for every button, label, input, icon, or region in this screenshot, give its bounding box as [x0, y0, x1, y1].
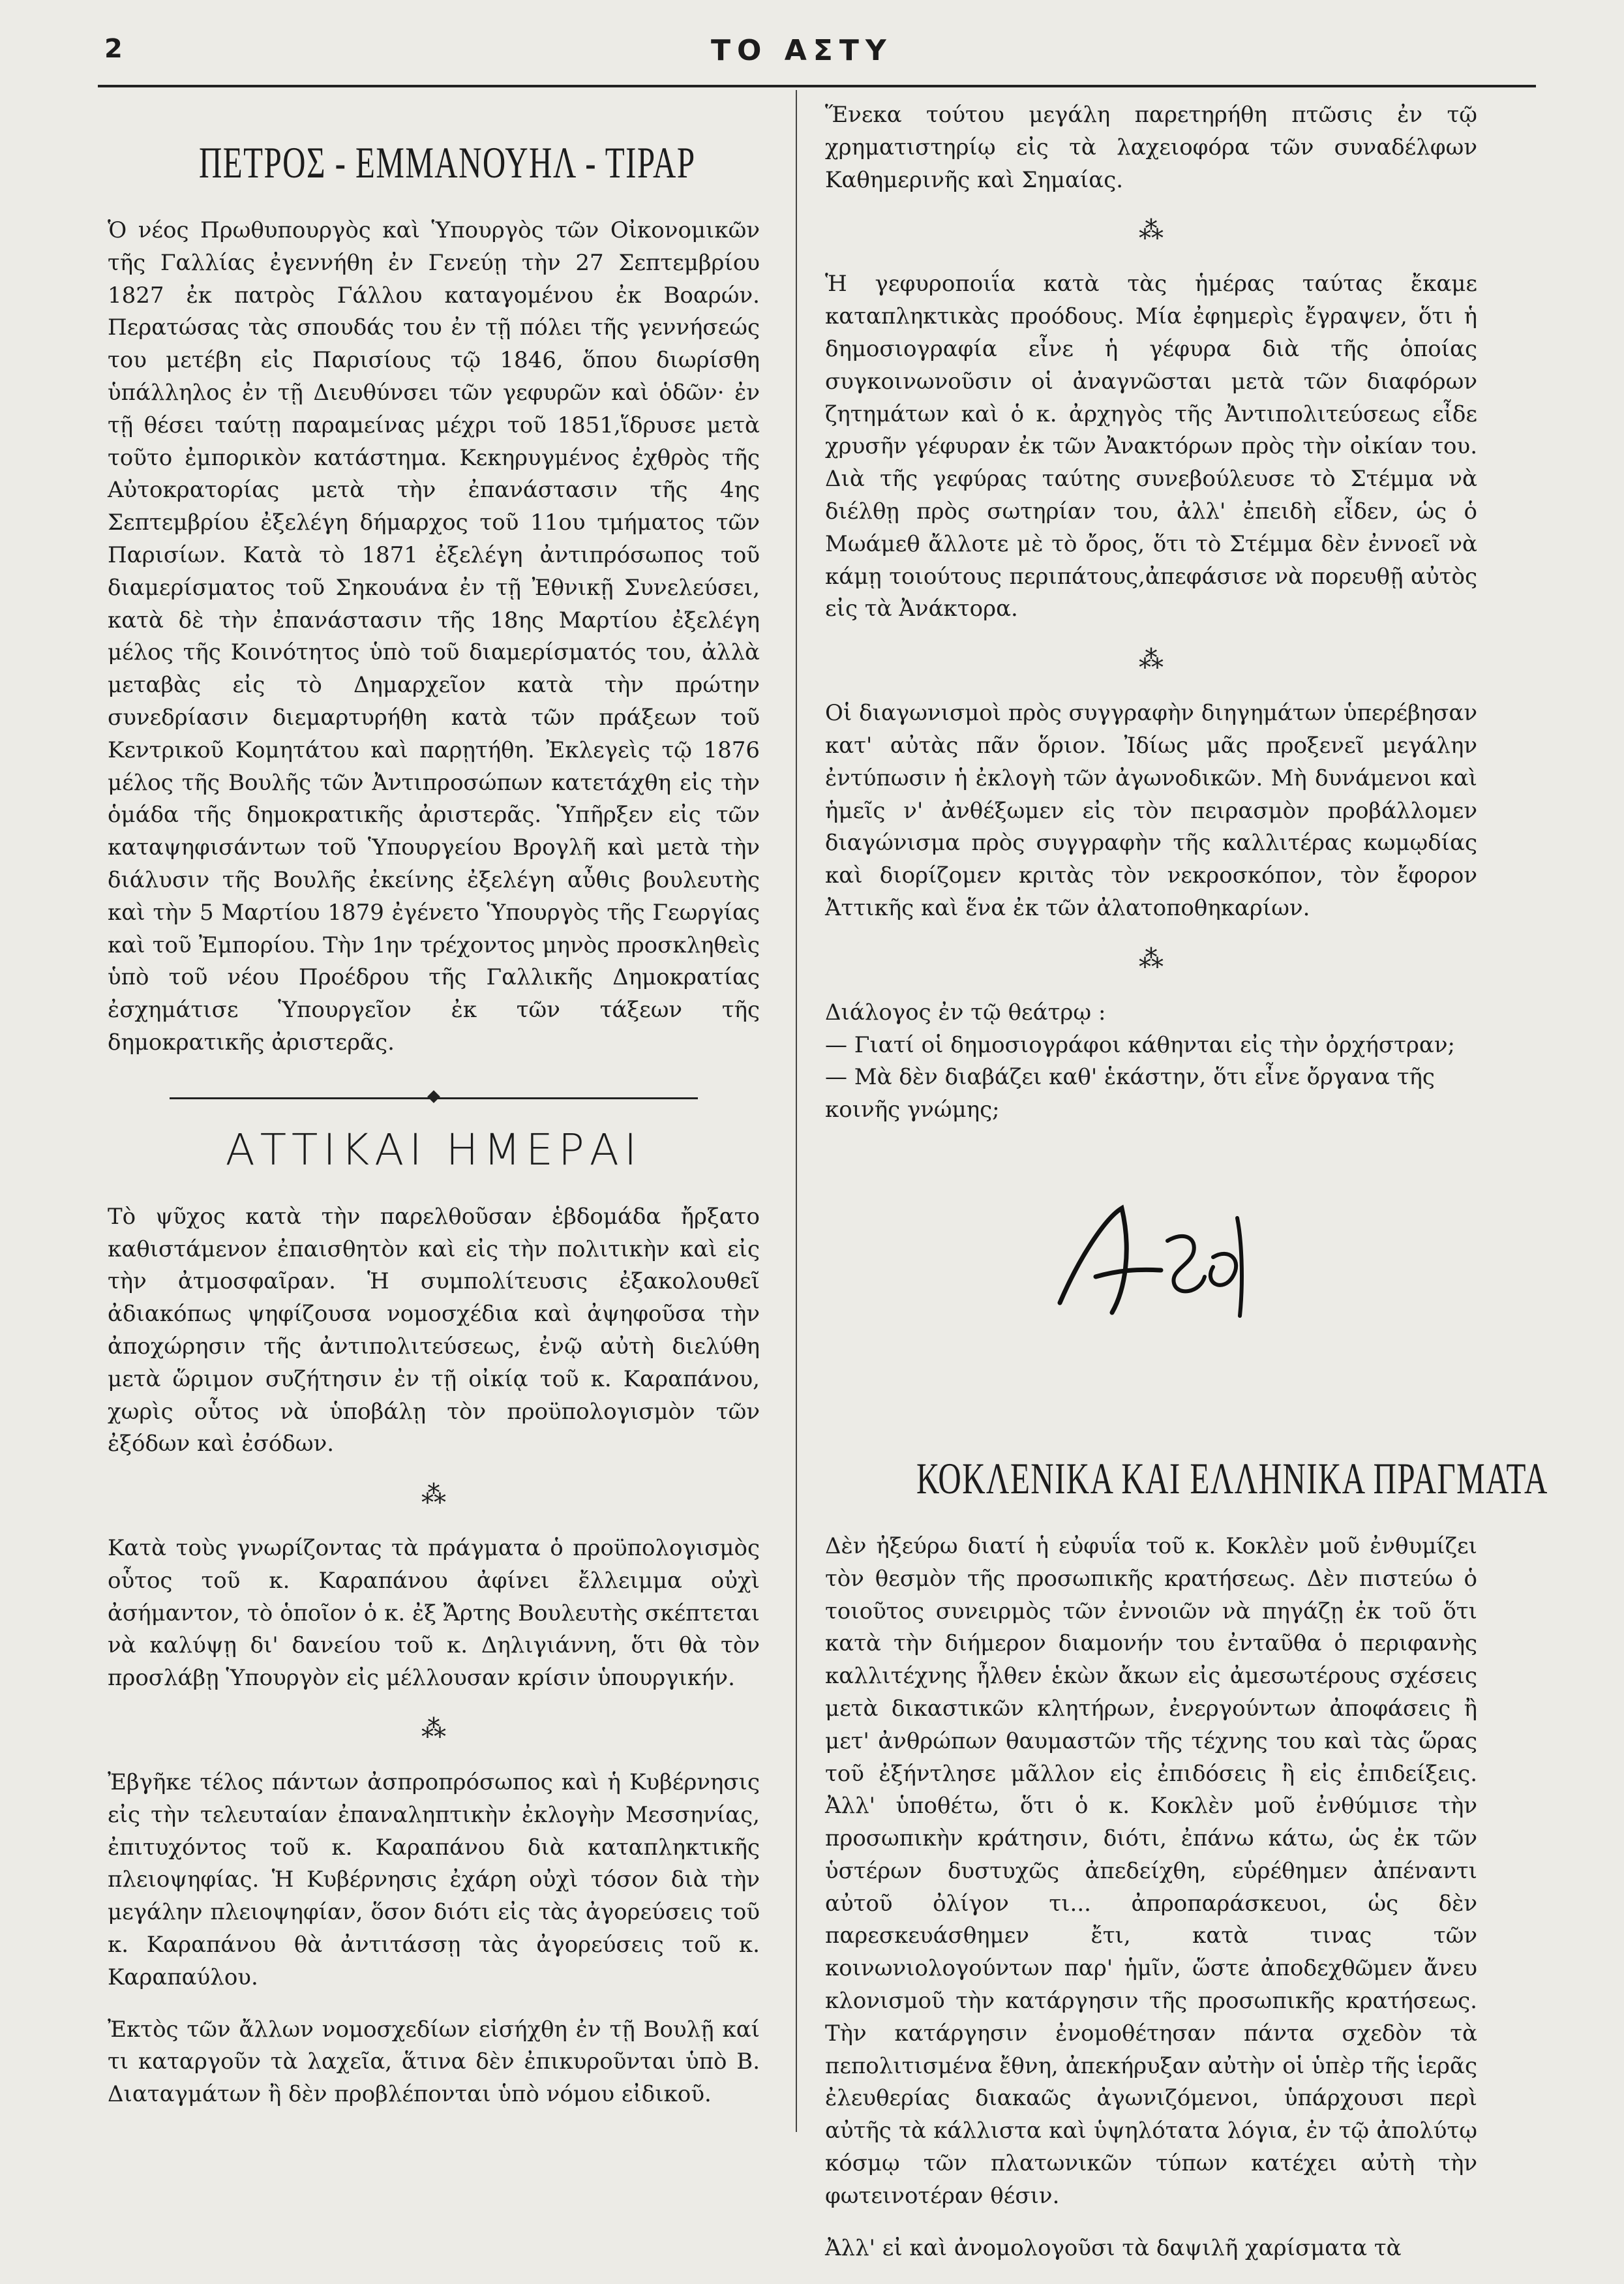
- article-paragraph: Ἀλλ' εἰ καὶ ἀνομολογοῦσι τὰ δαψιλῆ χαρίσματα τὰ: [825, 2234, 1402, 2261]
- article-title-tirard: ΠΕΤΡΟΣ - ΕΜΜΑΝΟΥΗΛ - ΤΙΡΑΡ: [199, 138, 696, 187]
- asterism-icon: ⁂: [421, 1480, 446, 1510]
- header-rule: [98, 85, 1536, 87]
- article-paragraph: Ἐβγῆκε τέλος πάντων ἀσπροπρόσωπος καὶ ἡ Κυβέρνησις εἰς τὴν τελευταίαν ἐπαναληπτικὴν ἐκλογὴν Μεσσηνίας, ἐπιτυχόντος τοῦ κ. Καραπάνου διὰ καταπληκτικῆς πλειοψηφίας. Ἡ Κυβέρνησις ἐχάρη οὐχὶ τόσον διὰ τὴν μεγάλην πλειοψηφίαν, ὅσον διότι εἰς τὰς ἀγορεύσεις τοῦ κ. Καραπάνου θὰ ἀντιτάσσῃ τὰς ἀγορεύσεις τοῦ κ. Καραπαύλου.: [108, 1769, 760, 1990]
- asterism-icon: ⁂: [1139, 645, 1164, 675]
- section-divider: [108, 1086, 760, 1112]
- asterism-icon: ⁂: [421, 1714, 446, 1744]
- dialog-answer: — Μὰ δὲν διαβάζει καθ' ἑκάστην, ὅτι εἶνε ὄργανα τῆς κοινῆς γνώμης;: [825, 1064, 1435, 1123]
- dialog-intro: Διάλογος ἐν τῷ θεάτρῳ :: [825, 999, 1106, 1026]
- article-paragraph: Δὲν ἠξεύρω διατί ἡ εὐφυΐα τοῦ κ. Κοκλὲν μοῦ ἐνθυμίζει τὸν θεσμὸν τῆς προσωπικῆς κρατήσεως. Δὲν πιστεύω ὁ τοιοῦτος συνειρμὸς τῶν ἐννοιῶν νὰ πηγάζῃ ἐκ τοῦ ὅτι κατὰ τὴν διήμερον διαμονήν του ἐνταῦθα ὁ περιφανὴς καλλιτέχνης ἦλθεν ἑκὼν ἄκων εἰς ἀμεσωτέρους σχέσεις μετὰ δικαστικῶν κλητήρων, ἐνεργούντων ἀποφάσεις ἢ μετ' ἀνθρώπων θαυμαστῶν τῆς τέχνης του καὶ τὰς ὥρας τοῦ ἐξήντλησε μᾶλλον εἰς ἐπιδόσεις ἢ εἰς ἐπιδείξεις. Ἀλλ' ὑποθέτω, ὅτι ὁ κ. Κοκλὲν μοῦ ἐνθύμισε τὴν προσωπικὴν κράτησιν, διότι, ἐπάνω κάτω, ὡς ἐκ τῶν ὑστέρων δυστυχῶς ἀπεδείχθη, εὑρέθημεν ἀπέναντι αὐτοῦ ὀλίγον τι... ἀπροπαράσκευοι, ὡς δὲν παρεσκευάσθημεν ἔτι, κατὰ τινας τῶν κοινωνιολογούντων παρ' ἡμῖν, ὥστε ἀποδεχθῶμεν ἄνευ κλονισμοῦ τὴν κατάργησιν τῆς προσωπικῆς κρατήσεως. Τὴν κατάργησιν ἐνομοθέτησαν πάντα σχεδὸν τὰ πεπολιτισμένα ἔθνη, ἀπεκήρυξαν αὐτὴν οἱ ὑπὲρ τῆς ἱερᾶς ἐλευθερίας διακαῶς ἀγωνιζόμενοι, ὑπάρχουσι περὶ αὐτῆς τὰ κάλλιστα καὶ ὑψηλότατα λόγια, ἐν τῷ ἀπολύτῳ κόσμῳ τῶν πλατωνικῶν τύπων κατέχει αὐτὴ τὴν φωτεινοτέραν θέσιν.: [825, 1532, 1477, 2209]
- divider-diamond: [427, 1090, 440, 1103]
- article-paragraph: Ἐκτὸς τῶν ἄλλων νομοσχεδίων εἰσήχθη ἐν τῇ Βουλῇ καί τι καταργοῦν τὰ λαχεῖα, ἅτινα δὲν ἐπικυροῦνται ὑπὸ Β. Διαταγμάτων ἢ δὲν προβλέπονται ὑπὸ νόμου εἰδικοῦ.: [108, 2016, 760, 2108]
- article-paragraph: Οἱ διαγωνισμοὶ πρὸς συγγραφὴν διηγημάτων ὑπερέβησαν κατ' αὐτὰς πᾶν ὅριον. Ἰδίως μᾶς προξενεῖ μεγάλην ἐντύπωσιν ἡ ἐκλογὴ τῶν ἀγωνοδικῶν. Μὴ δυνάμενοι καὶ ἡμεῖς ν' ἀνθέξωμεν εἰς τὸν πειρασμὸν προβάλλομεν διαγώνισμα πρὸς συγγραφὴν τῆς καλλιτέρας κωμῳδίας καὶ διορίζομεν κριτὰς τὸν νεκροσκόπον, τὸν ἔφορον Ἀττικῆς καὶ ἕνα ἐκ τῶν ἀλατοποθηκαρίων.: [825, 700, 1477, 921]
- article-paragraph: Ἕνεκα τούτου μεγάλη παρετηρήθη πτῶσις ἐν τῷ χρηματιστηρίῳ εἰς τὰ λαχειοφόρα τῶν συναδέλφων Καθημερινῆς καὶ Σημαίας.: [825, 102, 1477, 193]
- signature-icon: [1034, 1179, 1269, 1348]
- asterism-icon: ⁂: [1139, 216, 1164, 245]
- column-rule: [796, 90, 797, 2132]
- article-paragraph: Τὸ ψῦχος κατὰ τὴν παρελθοῦσαν ἑβδομάδα ἤρξατο καθιστάμενον ἐπαισθητὸν καὶ εἰς τὴν πολιτικὴν καὶ εἰς τὴν ἀτμοσφαῖραν. Ἡ συμπολίτευσις ἐξακολουθεῖ ἀδιακόπως ψηφίζουσα νομοσχέδια καὶ ἀψηφοῦσα τὴν ἀποχώρησιν τῆς ἀντιπολιτεύσεως, ἐνῷ αὐτὴ διελύθη μετὰ ὥριμον συζήτησιν ἐν τῇ οἰκίᾳ τοῦ κ. Καραπάνου, χωρὶς οὗτος νὰ ὑποβάλῃ τὸν προϋπολογισμὸν τῶν ἐξόδων καὶ ἐσόδων.: [108, 1203, 760, 1457]
- handwritten-signature: [825, 1179, 1477, 1362]
- right-column: [825, 99, 1548, 2284]
- page-number: 2: [104, 34, 123, 64]
- asterism-icon: ⁂: [1139, 944, 1164, 973]
- dialog-question: — Γιατί οἱ δημοσιογράφοι κάθηνται εἰς τὴν ὀρχήστραν;: [825, 1031, 1455, 1058]
- section-title-attikai: ΑΤΤΙΚΑΙ ΗΜΕΡΑΙ: [225, 1124, 642, 1175]
- left-column: [108, 130, 760, 2131]
- masthead: ΤΟ ΑΣΤΥ: [711, 34, 893, 67]
- article-paragraph: Ὁ νέος Πρωθυπουργὸς καὶ Ὑπουργὸς τῶν Οἰκονομικῶν τῆς Γαλλίας ἐγεννήθη ἐν Γενεύῃ τὴν 27 Σεπτεμβρίου 1827 ἐκ πατρὸς Γάλλου καταγομένου ἐκ Βοαρών. Περατώσας τὰς σπουδάς του ἐν τῇ πόλει τῆς γεννήσεώς του μετέβη εἰς Παρισίους τῷ 1846, ὅπου διωρίσθη ὑπάλληλος ἐν τῇ Διευθύνσει τῶν γεφυρῶν καὶ ὁδῶν· ἐν τῇ θέσει ταύτῃ παραμείνας μέχρι τοῦ 1851,ἵδρυσε μετὰ τοῦτο ἐμπορικὸν κατάστημα. Κεκηρυγμένος ἐχθρὸς τῆς Αὐτοκρατορίας μετὰ τὴν ἐπανάστασιν τῆς 4ης Σεπτεμβρίου ἐξελέγη δήμαρχος τοῦ 11ου τμήματος τῶν Παρισίων. Κατὰ τὸ 1871 ἐξελέγη ἀντιπρόσωπος τοῦ διαμερίσματος τοῦ Σηκουάνα ἐν τῇ Ἐθνικῇ Συνελεύσει, κατὰ δὲ τὴν ἐπανάστασιν τῆς 18ης Μαρτίου ἐξελέγη μέλος τῆς Κοινότητος ὑπὸ τοῦ διαμερίσματός του, ἀλλὰ μεταβὰς εἰς τὸ Δημαρχεῖον κατὰ τὴν πρώτην συνεδρίασιν διεμαρτυρήθη κατὰ τῶν πράξεων τοῦ Κεντρικοῦ Κομητάτου καὶ παρῃτήθη. Ἐκλεγεὶς τῷ 1876 μέλος τῆς Βουλῆς τῶν Ἀντιπροσώπων κατετάχθη εἰς τὴν ὁμάδα τῆς δημοκρατικῆς ἀριστερᾶς. Ὑπῆρξεν εἰς τῶν καταψηφισάντων τοῦ Ὑπουργείου Βρογλῆ καὶ μετὰ τὴν διάλυσιν τῆς Βουλῆς ἐκείνης ἐξελέγη αὖθις βουλευτὴς καὶ τὴν 5 Μαρτίου 1879 ἐγένετο Ὑπουργὸς τῆς Γεωργίας καὶ τοῦ Ἐμπορίου. Τὴν 1ην τρέχοντος μηνὸς προσκληθεὶς ὑπὸ τοῦ νέου Προέδρου τῆς Γαλλικῆς Δημοκρατίας ἐσχημάτισε Ὑπουργεῖον ἐκ τῶν τάξεων τῆς δημοκρατικῆς ἀριστερᾶς.: [108, 217, 760, 1056]
- article-paragraph: Ἡ γεφυροποιΐα κατὰ τὰς ἡμέρας ταύτας ἔκαμε καταπληκτικὰς προόδους. Μία ἐφημερὶς ἔγραψεν, ὅτι ἡ δημοσιογραφία εἶνε ἡ γέφυρα διὰ τῆς ὁποίας συγκοινωνοῦσιν οἱ ἀναγνῶσται μετὰ τῶν διαφόρων ζητημάτων καὶ ὁ κ. ἀρχηγὸς τῆς Ἀντιπολιτεύσεως εἶδε χρυσῆν γέφυραν ἐκ τῶν Ἀνακτόρων πρὸς τὴν οἰκίαν του. Διὰ τῆς γεφύρας ταύτης συνεβούλευσε τὸ Στέμμα νὰ διέλθῃ πρὸς σωτηρίαν του, ἀλλ' ἐπειδὴ εἶδεν, ὡς ὁ Μωάμεθ ἄλλοτε μὲ τὸ ὄρος, ὅτι τὸ Στέμμα δὲν ἐννοεῖ νὰ κάμῃ τοιούτους περιπάτους,ἀπεφάσισε νὰ πορευθῇ αὐτὸς εἰς τὰ Ἀνάκτορα.: [825, 271, 1477, 622]
- article-title-koklenika: ΚΟΚΛΕΝΙΚΑ ΚΑΙ ΕΛΛΗΝΙΚΑ ΠΡΑΓΜΑΤΑ: [916, 1453, 1548, 1503]
- article-paragraph: Κατὰ τοὺς γνωρίζοντας τὰ πράγματα ὁ προϋπολογισμὸς οὗτος τοῦ κ. Καραπάνου ἀφίνει ἔλλειμμα οὐχὶ ἀσήμαντον, τὸ ὁποῖον ὁ κ. ἐξ Ἄρτης Βουλευτὴς σκέπτεται νὰ καλύψῃ δι' δανείου τοῦ κ. Δηλιγιάννη, ὅτι θὰ τὸν προσλάβῃ Ὑπουργὸν εἰς μέλλουσαν κρίσιν ὑπουργικήν.: [108, 1535, 760, 1692]
